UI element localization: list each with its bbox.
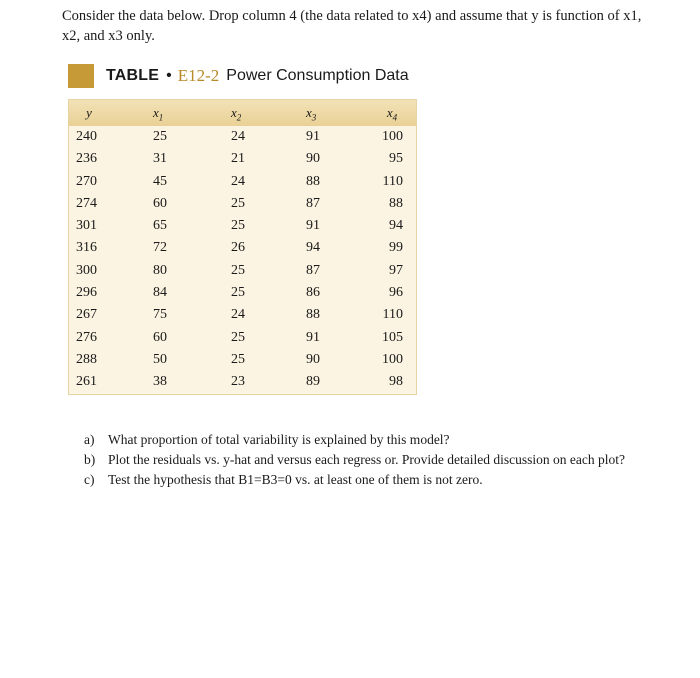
table-color-swatch bbox=[68, 64, 94, 88]
table-row bbox=[69, 126, 416, 148]
cell-x2: 24 bbox=[231, 129, 245, 144]
cell-x4: 98 bbox=[389, 374, 403, 390]
cell-x2: 25 bbox=[231, 218, 245, 234]
table-row bbox=[69, 327, 416, 349]
question-text: Test the hypothesis that B1=B3=0 vs. at least one of them is not zero. bbox=[108, 472, 483, 487]
table-row bbox=[69, 282, 416, 304]
cell-y: 240 bbox=[76, 129, 97, 144]
cell-y: 236 bbox=[76, 151, 97, 167]
cell-x4: 88 bbox=[389, 195, 403, 211]
cell-y: 267 bbox=[76, 307, 97, 323]
cell-x1: 75 bbox=[153, 307, 167, 323]
table-row bbox=[69, 237, 416, 259]
cell-x3: 89 bbox=[306, 374, 320, 390]
cell-y: 261 bbox=[76, 374, 97, 390]
table-row bbox=[69, 193, 416, 215]
cell-y: 288 bbox=[76, 351, 97, 367]
column-header-y: y bbox=[86, 105, 92, 120]
cell-x3: 88 bbox=[306, 307, 320, 323]
table-bullet: • bbox=[166, 67, 172, 84]
cell-x3: 94 bbox=[306, 240, 320, 256]
table-row bbox=[69, 371, 416, 393]
table-row bbox=[69, 148, 416, 170]
cell-x2: 23 bbox=[231, 374, 245, 390]
cell-y: 316 bbox=[76, 240, 97, 256]
question-list bbox=[84, 430, 644, 490]
cell-x1: 80 bbox=[153, 262, 167, 278]
cell-x3: 87 bbox=[306, 195, 320, 211]
cell-x1: 50 bbox=[153, 351, 167, 367]
table-label: TABLE bbox=[106, 67, 160, 84]
cell-x1: 60 bbox=[153, 329, 167, 345]
question-text: What proportion of total variability is explained by this model? bbox=[108, 432, 450, 447]
cell-x3: 87 bbox=[306, 262, 320, 278]
cell-x4: 100 bbox=[382, 351, 403, 367]
cell-x2: 25 bbox=[231, 285, 245, 301]
cell-y: 296 bbox=[76, 285, 97, 301]
power-consumption-table bbox=[68, 99, 417, 395]
question-label: b) bbox=[84, 452, 96, 467]
table-header-row bbox=[69, 100, 416, 126]
cell-x1: 31 bbox=[153, 151, 167, 167]
question-label: a) bbox=[84, 432, 95, 447]
cell-x4: 94 bbox=[389, 218, 403, 234]
cell-x3: 91 bbox=[306, 329, 320, 345]
table-caption: Power Consumption Data bbox=[226, 67, 409, 84]
cell-x1: 84 bbox=[153, 285, 167, 301]
column-header-x2: $x_2$ bbox=[231, 105, 242, 123]
cell-x4: 105 bbox=[382, 329, 403, 345]
cell-x3: 88 bbox=[306, 173, 320, 189]
cell-x2: 24 bbox=[231, 173, 245, 189]
cell-x4: 99 bbox=[389, 240, 403, 256]
cell-x4: 95 bbox=[389, 151, 403, 167]
cell-x1: 72 bbox=[153, 240, 167, 256]
question-c bbox=[84, 470, 644, 489]
question-text: Plot the residuals vs. y-hat and versus each regress or. Provide detailed discussion on each plot? bbox=[108, 452, 626, 467]
cell-x4: 96 bbox=[389, 285, 403, 301]
cell-x4: 97 bbox=[389, 262, 403, 278]
cell-x1: 38 bbox=[153, 374, 167, 390]
column-header-x1: $x_1$ bbox=[153, 105, 164, 123]
cell-y: 270 bbox=[76, 173, 97, 189]
cell-x3: 91 bbox=[306, 218, 320, 234]
table-row bbox=[69, 304, 416, 326]
table-title bbox=[68, 63, 409, 89]
cell-x2: 26 bbox=[231, 240, 245, 256]
cell-x3: 91 bbox=[306, 129, 320, 144]
cell-x2: 25 bbox=[231, 262, 245, 278]
cell-x1: 65 bbox=[153, 218, 167, 234]
cell-x1: 60 bbox=[153, 195, 167, 211]
cell-x4: 100 bbox=[382, 129, 403, 144]
table-row bbox=[69, 215, 416, 237]
cell-x3: 90 bbox=[306, 351, 320, 367]
question-a bbox=[84, 430, 644, 449]
table-id: E12-2 bbox=[177, 66, 220, 85]
cell-y: 276 bbox=[76, 329, 97, 345]
cell-x1: 45 bbox=[153, 173, 167, 189]
question-b bbox=[84, 450, 644, 469]
cell-x1: 25 bbox=[153, 129, 167, 144]
cell-y: 301 bbox=[76, 218, 97, 234]
cell-y: 274 bbox=[76, 195, 97, 211]
table-row bbox=[69, 260, 416, 282]
problem-intro: Consider the data below. Drop column 4 (the data related to x4) and assume that y is function of x1, x2, and x3 only. bbox=[62, 8, 642, 44]
cell-x2: 21 bbox=[231, 151, 245, 167]
cell-x2: 25 bbox=[231, 329, 245, 345]
table-row bbox=[69, 349, 416, 371]
cell-x2: 24 bbox=[231, 307, 245, 323]
column-header-x3: $x_3$ bbox=[306, 105, 317, 123]
cell-x2: 25 bbox=[231, 195, 245, 211]
cell-x4: 110 bbox=[382, 307, 403, 323]
cell-x3: 90 bbox=[306, 151, 320, 167]
table-body bbox=[69, 126, 416, 394]
cell-x3: 86 bbox=[306, 285, 320, 301]
cell-y: 300 bbox=[76, 262, 97, 278]
cell-x4: 110 bbox=[382, 173, 403, 189]
cell-x2: 25 bbox=[231, 351, 245, 367]
question-label: c) bbox=[84, 472, 95, 487]
column-header-x4: $x_4$ bbox=[386, 105, 398, 123]
table-row bbox=[69, 171, 416, 193]
